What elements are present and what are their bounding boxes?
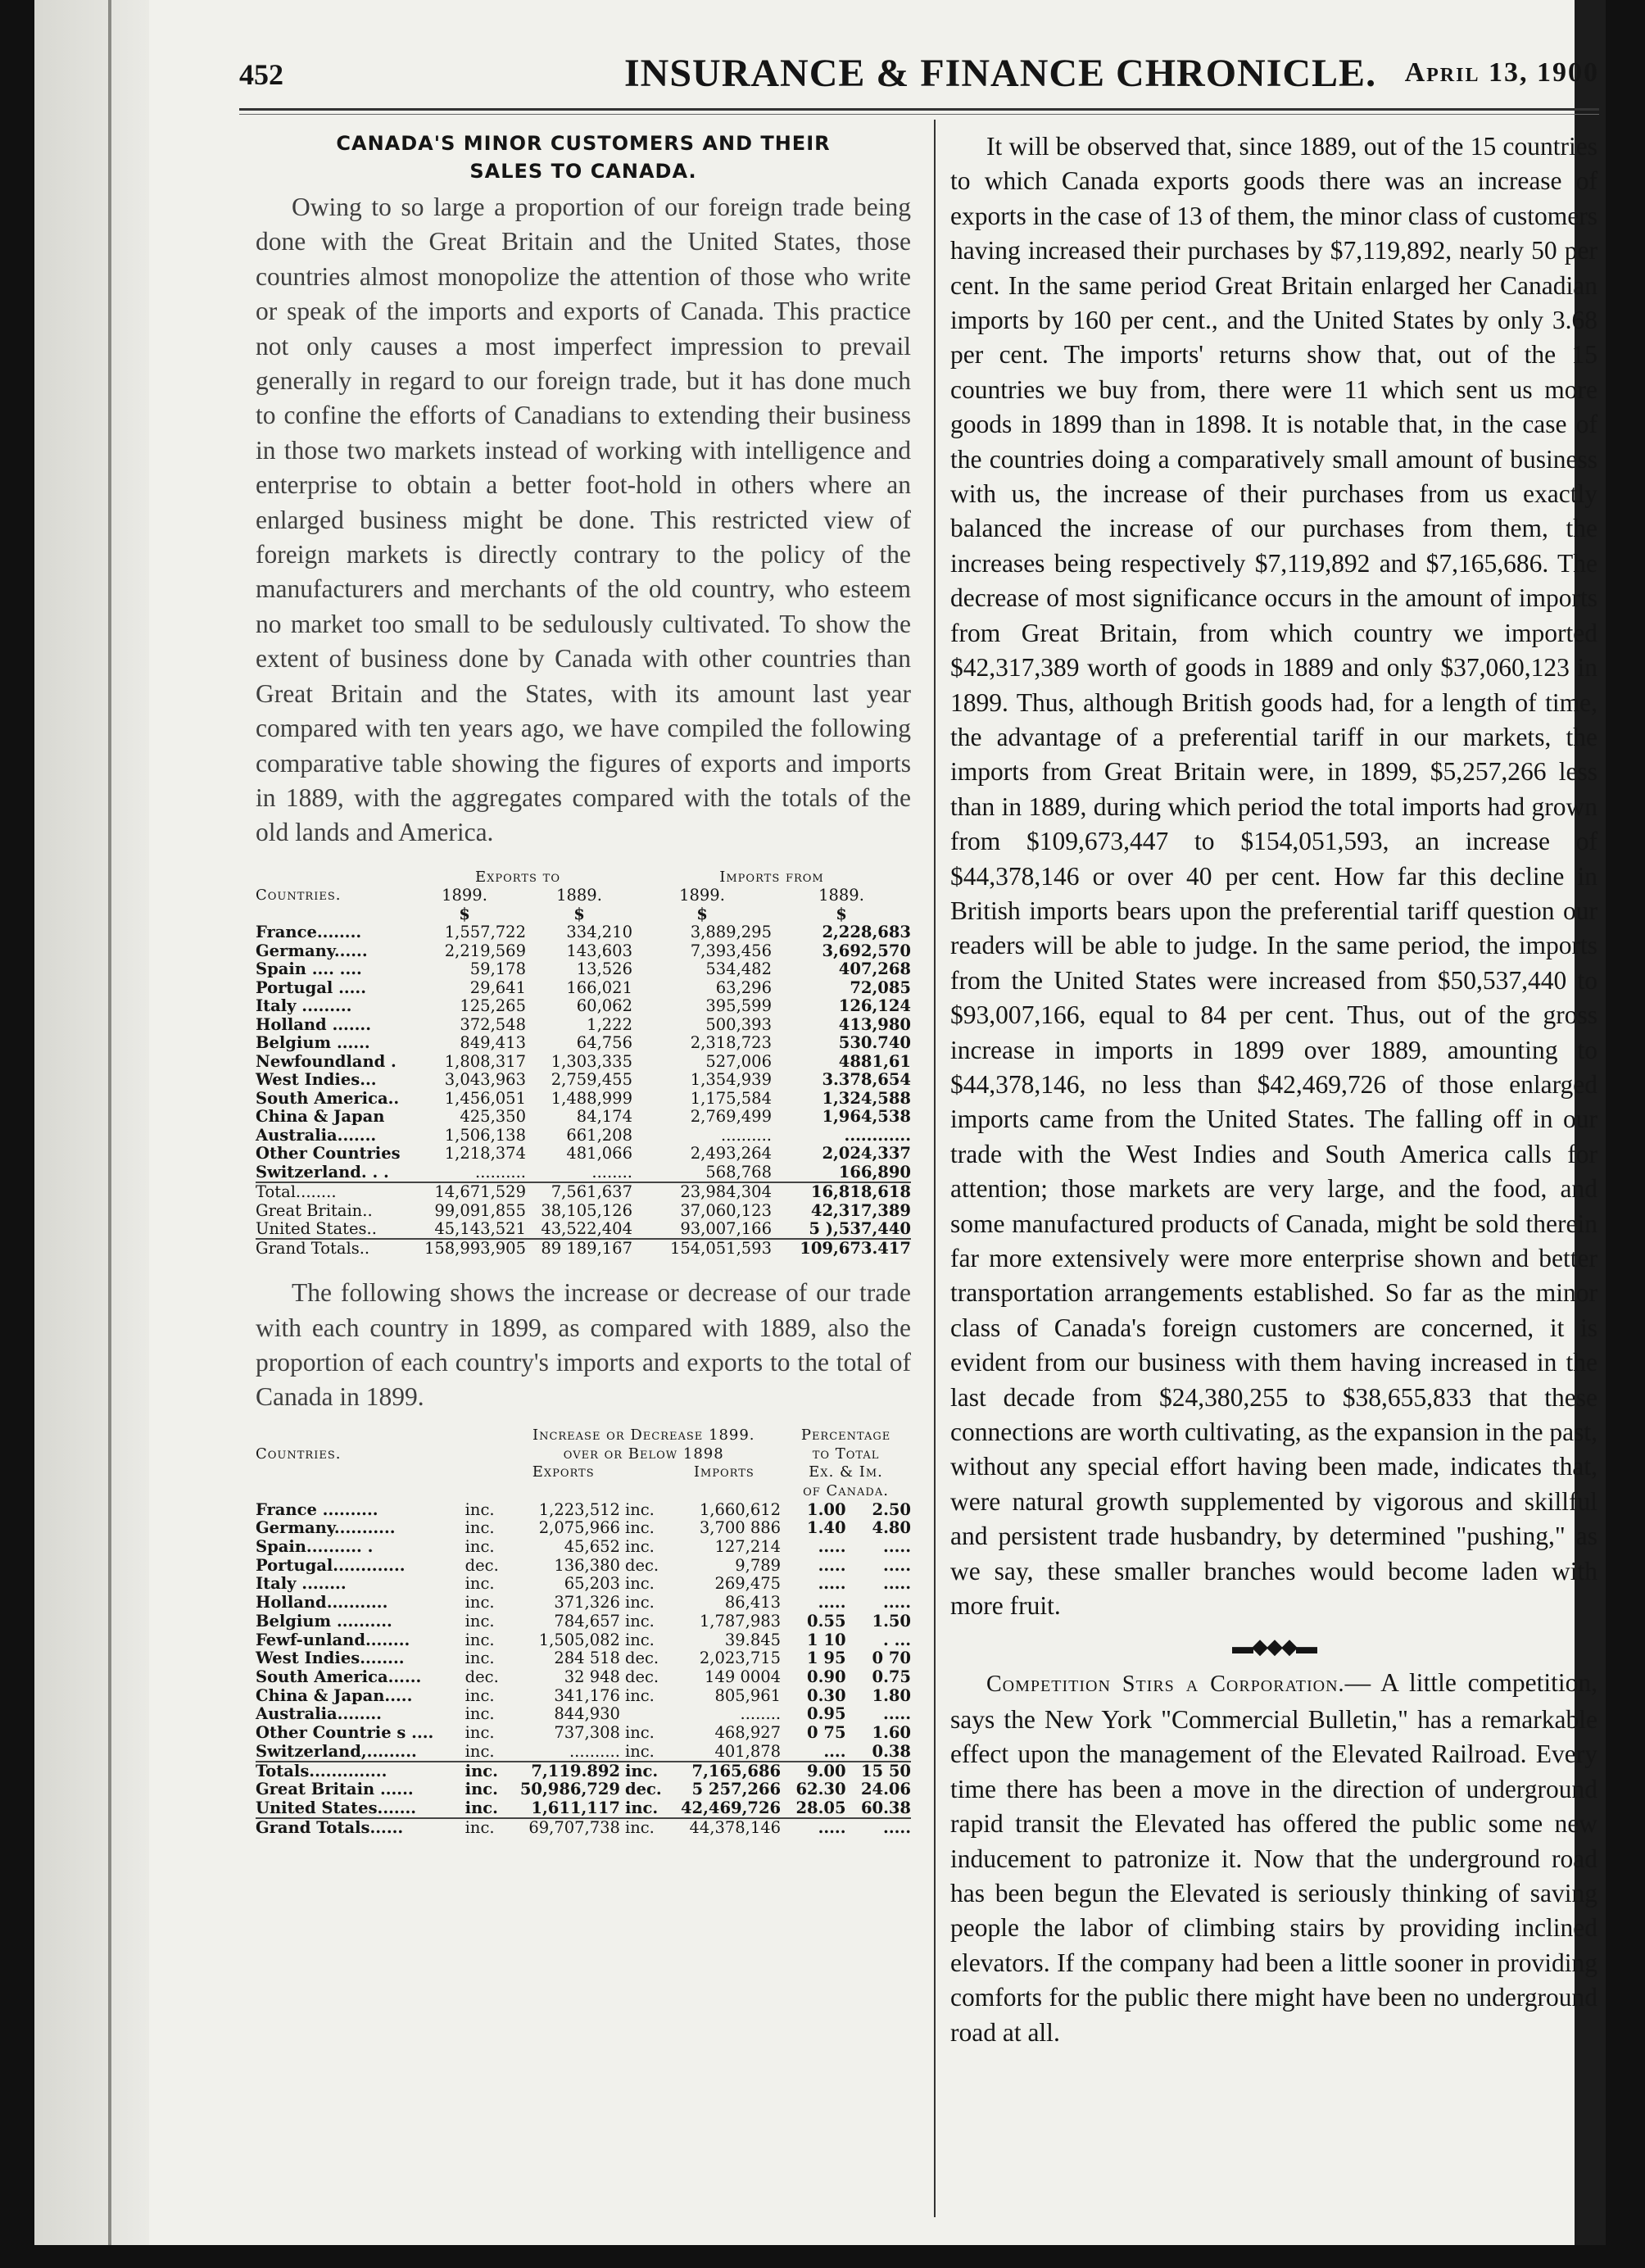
table-row: [256, 1575, 911, 1594]
value-cell: inc.: [464, 1593, 495, 1613]
value-cell: 0.55: [807, 1611, 846, 1631]
value-cell: dec.: [624, 1667, 659, 1686]
value-cell: 69,707,738: [506, 1818, 620, 1838]
value-cell: inc.: [624, 1611, 655, 1631]
value-cell: 45,143,521: [434, 1219, 526, 1239]
value-cell: inc.: [624, 1723, 655, 1743]
value-cell: dec.: [624, 1780, 662, 1799]
value-cell: inc.: [464, 1704, 495, 1724]
table-row: [256, 1705, 911, 1724]
value-cell: 413,980: [838, 1014, 911, 1034]
binding-fold: [108, 0, 111, 2245]
value-cell: 13,526: [576, 959, 632, 979]
value-cell: 1,787,983: [699, 1611, 782, 1631]
value-cell: 481,066: [566, 1144, 632, 1163]
value-cell: 109,673.417: [772, 1239, 911, 1259]
issue-date: April 13, 1900: [1404, 57, 1599, 88]
value-cell: 1.40: [807, 1518, 846, 1538]
value-cell: 126,124: [838, 996, 911, 1016]
country-cell: Totals..............: [256, 1762, 460, 1781]
value-cell: .....: [818, 1593, 846, 1613]
value-cell: inc.: [464, 1611, 495, 1631]
table-row: [256, 1668, 911, 1687]
value-cell: ....: [823, 1741, 846, 1761]
table-row: [256, 1538, 911, 1557]
table-row: [256, 1127, 911, 1145]
table-row: [256, 1053, 911, 1072]
value-cell: inc.: [464, 1518, 495, 1538]
value-cell: 284 518: [554, 1649, 620, 1668]
value-cell: 89 189,167: [526, 1239, 632, 1259]
value-cell: 28.05: [795, 1798, 846, 1817]
value-cell: 29,641: [469, 978, 526, 997]
value-cell: 7,561,637: [526, 1182, 632, 1202]
country-cell: Germany......: [256, 941, 368, 960]
value-cell: . ...: [883, 1630, 911, 1649]
article-paragraph: [950, 1666, 1597, 2049]
value-cell: ........: [740, 1704, 782, 1724]
value-cell: .....: [883, 1704, 911, 1724]
value-cell: 1,222: [587, 1014, 632, 1034]
value-cell: 1,223,512: [538, 1499, 620, 1519]
value-cell: inc.: [624, 1574, 655, 1594]
value-cell: 2,075,966: [538, 1518, 620, 1538]
value-cell: 16,818,618: [772, 1182, 911, 1202]
value-cell: 3,889,295: [690, 923, 772, 942]
value-cell: 72,085: [850, 978, 911, 997]
value-cell: 38,105,126: [541, 1200, 632, 1220]
value-cell: 2,769,499: [690, 1107, 772, 1127]
table-row: [256, 1762, 911, 1781]
country-cell: Spain .... ....: [256, 959, 362, 979]
value-cell: 0.95: [807, 1704, 846, 1724]
table-row: [256, 1780, 911, 1799]
value-cell: inc.: [624, 1537, 655, 1557]
value-cell: 371,326: [554, 1593, 620, 1613]
country-cell: West Indies........: [256, 1649, 405, 1668]
value-cell: inc.: [624, 1630, 655, 1649]
running-header: [239, 51, 1599, 100]
country-cell: Italy ........: [256, 1574, 347, 1594]
value-cell: 44,378,146: [668, 1818, 782, 1838]
left-column: [256, 129, 911, 1837]
value-cell: inc.: [624, 1741, 655, 1761]
table-row: [256, 1108, 911, 1127]
country-cell: United States..: [256, 1219, 377, 1239]
table-header-row: $ $ $ $: [459, 904, 847, 923]
country-cell: South America......: [256, 1667, 422, 1686]
value-cell: 5 ),537,440: [809, 1219, 911, 1239]
value-cell: inc.: [464, 1537, 495, 1557]
value-cell: .....: [781, 1818, 845, 1838]
value-cell: 3.378,654: [822, 1070, 911, 1090]
table-row: [256, 1818, 911, 1838]
value-cell: 2,219,569: [444, 941, 526, 960]
value-cell: 2,493,264: [690, 1144, 772, 1163]
value-cell: 59,178: [469, 959, 526, 979]
country-cell: China & Japan.....: [256, 1685, 413, 1705]
table-row: [256, 960, 911, 979]
value-cell: 1,557,722: [444, 923, 526, 942]
table-row: [256, 1182, 911, 1202]
value-cell: 1.50: [872, 1611, 911, 1631]
value-cell: 737,308: [554, 1723, 620, 1743]
value-cell: 1,324,588: [822, 1088, 911, 1108]
value-cell: 568,768: [705, 1162, 772, 1182]
value-cell: 425,350: [460, 1107, 526, 1127]
value-cell: 2,759,455: [551, 1070, 632, 1090]
table-row: [256, 1743, 911, 1762]
value-cell: 45,652: [564, 1537, 620, 1557]
value-cell: 401,878: [714, 1741, 782, 1761]
value-cell: 372,548: [460, 1014, 526, 1034]
value-cell: 2,318,723: [690, 1033, 772, 1053]
country-cell: France........: [256, 923, 362, 942]
increase-decrease-table: [256, 1427, 911, 1837]
value-cell: 0 70: [872, 1649, 911, 1668]
table-header-row: Countries. over or Below 1898 to Total: [256, 1445, 880, 1463]
table-header-row: Exports to Imports from: [475, 868, 824, 886]
value-cell: inc.: [460, 1762, 507, 1781]
country-cell: China & Japan: [256, 1107, 385, 1127]
value-cell: 64,756: [576, 1033, 632, 1053]
value-cell: 23,984,304: [632, 1182, 772, 1202]
value-cell: 93,007,166: [680, 1219, 772, 1239]
value-cell: .....: [818, 1574, 846, 1594]
value-cell: 14,671,529: [403, 1182, 526, 1202]
table-row: [256, 997, 911, 1016]
value-cell: inc.: [464, 1649, 495, 1668]
country-cell: Germany...........: [256, 1518, 396, 1538]
value-cell: 42,317,389: [810, 1200, 911, 1220]
country-cell: Other Countries: [256, 1144, 401, 1163]
value-cell: [620, 1705, 668, 1724]
country-cell: Belgium ......: [256, 1033, 370, 1053]
value-cell: 530.740: [838, 1033, 911, 1053]
value-cell: 3,692,570: [822, 941, 911, 960]
exports-imports-table: [256, 869, 911, 1259]
value-cell: 1.00: [807, 1499, 846, 1519]
page-margin: [34, 0, 149, 2245]
country-cell: Great Britain ......: [256, 1780, 414, 1799]
value-cell: 0 75: [807, 1723, 846, 1743]
value-cell: 86,413: [724, 1593, 782, 1613]
value-cell: 60,062: [576, 996, 632, 1016]
value-cell: .....: [883, 1593, 911, 1613]
value-cell: 84,174: [576, 1107, 632, 1127]
table-header-row: of Canada.: [803, 1481, 889, 1499]
value-cell: ..........: [721, 1125, 772, 1145]
value-cell: inc.: [464, 1630, 495, 1649]
value-cell: 1,506,138: [444, 1125, 526, 1145]
value-cell: 1,175,584: [690, 1088, 772, 1108]
value-cell: ........: [591, 1162, 632, 1182]
table-row: [256, 942, 911, 961]
value-cell: 2.50: [872, 1499, 911, 1519]
value-cell: 1,354,939: [690, 1070, 772, 1090]
value-cell: inc.: [464, 1499, 495, 1519]
country-cell: West Indies...: [256, 1070, 377, 1090]
value-cell: 1,660,612: [699, 1499, 782, 1519]
value-cell: ..........: [475, 1162, 526, 1182]
value-cell: 136,380: [554, 1555, 620, 1575]
country-cell: Newfoundland .: [256, 1051, 397, 1071]
value-cell: 849,413: [460, 1033, 526, 1053]
value-cell: .....: [883, 1574, 911, 1594]
value-cell: 1,218,374: [444, 1144, 526, 1163]
country-cell: Portugal .....: [256, 978, 367, 997]
value-cell: 65,203: [564, 1574, 620, 1594]
value-cell: 32 948: [564, 1667, 620, 1686]
table-row: [256, 1220, 911, 1239]
value-cell: 527,006: [705, 1051, 772, 1071]
value-cell: 7,393,456: [690, 941, 772, 960]
value-cell: 158,993,905: [403, 1239, 526, 1259]
value-cell: inc.: [620, 1762, 668, 1781]
value-cell: 0.90: [807, 1667, 846, 1686]
value-cell: 1,808,317: [444, 1051, 526, 1071]
table-row: [256, 1016, 911, 1035]
value-cell: inc.: [464, 1741, 495, 1761]
value-cell: 7,165,686: [668, 1762, 782, 1781]
table-row: [256, 1501, 911, 1520]
country-cell: Belgium ..........: [256, 1611, 392, 1631]
value-cell: 24.06: [860, 1780, 911, 1799]
value-cell: 395,599: [705, 996, 772, 1016]
value-cell: 1,611,117: [531, 1798, 620, 1817]
table-row: [256, 1613, 911, 1631]
value-cell: 154,051,593: [632, 1239, 772, 1259]
table-row: [256, 1163, 911, 1183]
value-cell: 0.30: [807, 1685, 846, 1705]
value-cell: 269,475: [714, 1574, 782, 1594]
value-cell: 534,482: [705, 959, 772, 979]
value-cell: 63,296: [715, 978, 772, 997]
value-cell: 407,268: [838, 959, 911, 979]
value-cell: 5 257,266: [691, 1780, 782, 1799]
table-row: [256, 979, 911, 998]
value-cell: 0.38: [872, 1741, 911, 1761]
country-cell: Switzerland. . .: [256, 1162, 389, 1182]
value-cell: inc.: [624, 1798, 659, 1817]
paragraph-lead-in: Competition Stirs a Corporation.: [986, 1672, 1345, 1698]
value-cell: 1,488,999: [551, 1088, 632, 1108]
value-cell: inc.: [460, 1818, 507, 1838]
value-cell: ..........: [569, 1741, 620, 1761]
value-cell: dec.: [624, 1649, 659, 1668]
page-number: 452: [239, 58, 283, 91]
value-cell: 9.00: [781, 1762, 845, 1781]
value-cell: 9,789: [735, 1555, 782, 1575]
value-cell: 125,265: [460, 996, 526, 1016]
value-cell: 62.30: [795, 1780, 846, 1799]
value-cell: dec.: [464, 1667, 499, 1686]
country-cell: Italy .........: [256, 996, 352, 1016]
value-cell: 42,469,726: [680, 1798, 782, 1817]
value-cell: 166,890: [838, 1162, 911, 1182]
table-row: [256, 1090, 911, 1109]
country-cell: United States.......: [256, 1798, 417, 1817]
value-cell: 4.80: [872, 1518, 911, 1538]
country-cell: Other Countrie s ....: [256, 1723, 434, 1743]
article-paragraph: It will be observed that, since 1889, out of the 15 countries to which Canada exports goods there was an increase of exports in the case of 13 of them, the minor class of customers having increased their purchases by $7,119,892, nearly 50 per cent. In the same period Great Britain enlarged her Canadian imports by 160 per cent., and the United States by only 3.68 per cent. The imports' returns show that, out of the 15 countries we buy from, there were 11 which sent us more goods in 1899 than in 1898. It is notable that, in the case of the countries doing a comparatively small amount of business with us, the increase of their purchases from us exactly balanced the increase of our purchases from them, the increases being respectively $7,119,892 and $7,165,686. The decrease of most significance occurs in the amount of imports from Great Britain, from which country we imported $42,317,389 worth of goods in 1889 and only $37,060,123 in 1899. Thus, although British goods had, for a length of time, the advantage of a preferential tariff in our markets, the imports from Great Britain were, in 1899, $5,257,266 less than in 1889, during which period the total imports had grown from $109,673,447 to $154,051,593, an increase of $44,378,146 or over 40 per cent. How far this decline in British imports bears upon the preferential tariff question our readers will be able to judge. In the same period, the imports from the United States were increased from $50,537,440 to $93,007,166, equal to 84 per cent. Thus, out of the gross increase in imports in 1899 over 1889, amounting to $44,378,146, no less than $42,469,726 of those enlarged imports came from the United States. The falling off in our trade with the West Indies and South America calls for attention; those markets are very large, and the food, and some manufactured products of Canada, might be sold therein far more extensively were more enterprise shown and better transportation arrangements established. So far as the minor class of Canada's foreign customers are concerned, it is evident from our business with them having increased in the last decade from $24,380,255 to $38,655,833 that these connections are worth cultivating, as the expansion in the past, without any special effort having been made, indicates that, were natural growth supplemented by vigorous and skillful and persistent trade husbandry, by determined "pushing," as we say, these smaller branches would become laden with more fruit.: [950, 132, 1597, 1621]
value-cell: inc.: [464, 1780, 498, 1799]
table-row: [256, 1519, 911, 1538]
value-cell: dec.: [624, 1555, 659, 1575]
value-cell: 1 95: [807, 1649, 846, 1668]
table-header-row: Increase or Decrease 1899. Percentage: [532, 1426, 891, 1444]
value-cell: 39.845: [724, 1630, 782, 1649]
table-row: [256, 1687, 911, 1706]
value-cell: .....: [818, 1555, 846, 1575]
value-cell: 127,214: [714, 1537, 782, 1557]
right-column: [950, 129, 1597, 2050]
value-cell: 1,303,335: [551, 1051, 632, 1071]
value-cell: 1,505,082: [538, 1630, 620, 1649]
country-cell: Grand Totals..: [256, 1239, 403, 1259]
value-cell: inc.: [464, 1798, 498, 1817]
table-row: [256, 1557, 911, 1576]
table-row: [256, 1649, 911, 1668]
value-cell: 1.80: [872, 1685, 911, 1705]
value-cell: 3,043,963: [444, 1070, 526, 1090]
value-cell: 1.60: [872, 1723, 911, 1743]
value-cell: .....: [818, 1537, 846, 1557]
table-row: [256, 1239, 911, 1259]
country-cell: Australia........: [256, 1704, 382, 1724]
value-cell: inc.: [624, 1593, 655, 1613]
value-cell: inc.: [624, 1518, 655, 1538]
table-row: [256, 1724, 911, 1743]
column-rule: [934, 120, 936, 2217]
article-headline: CANADA'S MINOR CUSTOMERS AND THEIR SALES TO CANADA.: [336, 132, 831, 183]
table-row: [256, 1202, 911, 1221]
value-cell: inc.: [624, 1499, 655, 1519]
section-ornament: ▬◆◆◆▬: [1232, 1635, 1316, 1659]
table-row: [256, 1799, 911, 1818]
value-cell: 166,021: [566, 978, 632, 997]
value-cell: 468,927: [714, 1723, 782, 1743]
newspaper-page: [34, 0, 1606, 2245]
table-header-row: Countries. 1899. 1889. 1899. 1889.: [256, 886, 864, 905]
value-cell: 2,228,683: [822, 923, 911, 942]
value-cell: 43,522,404: [541, 1219, 632, 1239]
value-cell: dec.: [464, 1555, 499, 1575]
value-cell: 1,964,538: [822, 1107, 911, 1127]
value-cell: 2,023,715: [699, 1649, 782, 1668]
value-cell: 143,603: [566, 941, 632, 960]
publication-title: INSURANCE & FINANCE CHRONICLE.: [624, 52, 1377, 95]
value-cell: 0.75: [872, 1667, 911, 1686]
paragraph-body: — A little competition, says the New York "Commercial Bulletin," has a remarkable effect upon the management of the Elevated Railroad. Every time there has been a move in the direction of underground rapid transit the Elevated has offered the public some new inducement to patronize it. Now that the underground road has been begun the Elevated is seriously thinking of saving people the labor of climbing stairs by providing inclined elevators. If the company had been a little sooner in providing comforts for the public there might have been no underground road at all.: [950, 1668, 1598, 2047]
country-cell: Portugal.............: [256, 1555, 406, 1575]
value-cell: 50,986,729: [519, 1780, 620, 1799]
value-cell: 3,700 886: [699, 1518, 782, 1538]
country-cell: Fewf-unland........: [256, 1630, 410, 1649]
value-cell: inc.: [464, 1574, 495, 1594]
value-cell: inc.: [464, 1723, 495, 1743]
value-cell: 500,393: [705, 1014, 772, 1034]
value-cell: 2,024,337: [822, 1144, 911, 1163]
country-cell: South America..: [256, 1088, 400, 1108]
country-cell: Total........: [256, 1182, 403, 1202]
value-cell: .....: [883, 1555, 911, 1575]
value-cell: 37,060,123: [680, 1200, 772, 1220]
table-row: [256, 1071, 911, 1090]
value-cell: 60.38: [860, 1798, 911, 1817]
value-cell: 784,657: [554, 1611, 620, 1631]
value-cell: ............: [844, 1125, 911, 1145]
country-cell: France ..........: [256, 1499, 378, 1519]
table-row: [256, 923, 911, 942]
value-cell: 1,456,051: [444, 1088, 526, 1108]
country-cell: Australia.......: [256, 1125, 377, 1145]
country-cell: Spain.......... .: [256, 1537, 374, 1557]
table-header-row: Exports Imports Ex. & Im.: [532, 1463, 883, 1481]
value-cell: 99,091,855: [434, 1200, 526, 1220]
value-cell: inc.: [620, 1818, 668, 1838]
article-paragraph: Owing to so large a proportion of our foreign trade being done with the Great Britain and the United States, those countries almost monopolize the attention of those who write or speak of the imports and exports of Canada. This practice not only causes a most imperfect impression to prevail generally in regard to our foreign trade, but it has done much to confine the efforts of Canadians to extending their business in those two markets instead of working with intelligence and enterprise to obtain a better foot-hold in others where an enlarged business might be done. This restricted view of foreign markets is directly contrary to the policy of the manufacturers and merchants of the old country, who esteem no market too small to be sedulously cultivated. To show the extent of business done by Canada with other countries than Great Britain and the States, with its amount last year compared with ten years ago, we have compiled the following comparative table showing the figures of exports and imports in 1889, with the aggregates compared with the totals of the old lands and America.: [256, 193, 911, 847]
table-row: [256, 1594, 911, 1613]
value-cell: 7,119.892: [506, 1762, 620, 1781]
header-rule: [239, 108, 1599, 115]
table-row: [256, 1034, 911, 1053]
value-cell: 1 10: [807, 1630, 846, 1649]
country-cell: Holland...........: [256, 1593, 388, 1613]
value-cell: 4881,61: [838, 1051, 911, 1071]
value-cell: 805,961: [714, 1685, 782, 1705]
country-cell: Great Britain..: [256, 1200, 373, 1220]
table-row: [256, 1631, 911, 1650]
value-cell: 844,930: [554, 1704, 620, 1724]
country-cell: Grand Totals......: [256, 1818, 460, 1838]
value-cell: 661,208: [566, 1125, 632, 1145]
value-cell: 341,176: [554, 1685, 620, 1705]
value-cell: inc.: [464, 1685, 495, 1705]
value-cell: 149 0004: [705, 1667, 782, 1686]
country-cell: Holland .......: [256, 1014, 372, 1034]
article-paragraph: The following shows the increase or decrease of our trade with each country in 1899, as compared with 1889, also the proportion of each country's imports and exports to the total of Canada in 1899.: [256, 1278, 911, 1412]
value-cell: .....: [846, 1818, 911, 1838]
value-cell: .....: [883, 1537, 911, 1557]
value-cell: 15 50: [846, 1762, 911, 1781]
value-cell: 334,210: [566, 923, 632, 942]
table-row: [256, 1145, 911, 1163]
country-cell: Switzerland,.........: [256, 1741, 417, 1761]
value-cell: inc.: [624, 1685, 655, 1705]
